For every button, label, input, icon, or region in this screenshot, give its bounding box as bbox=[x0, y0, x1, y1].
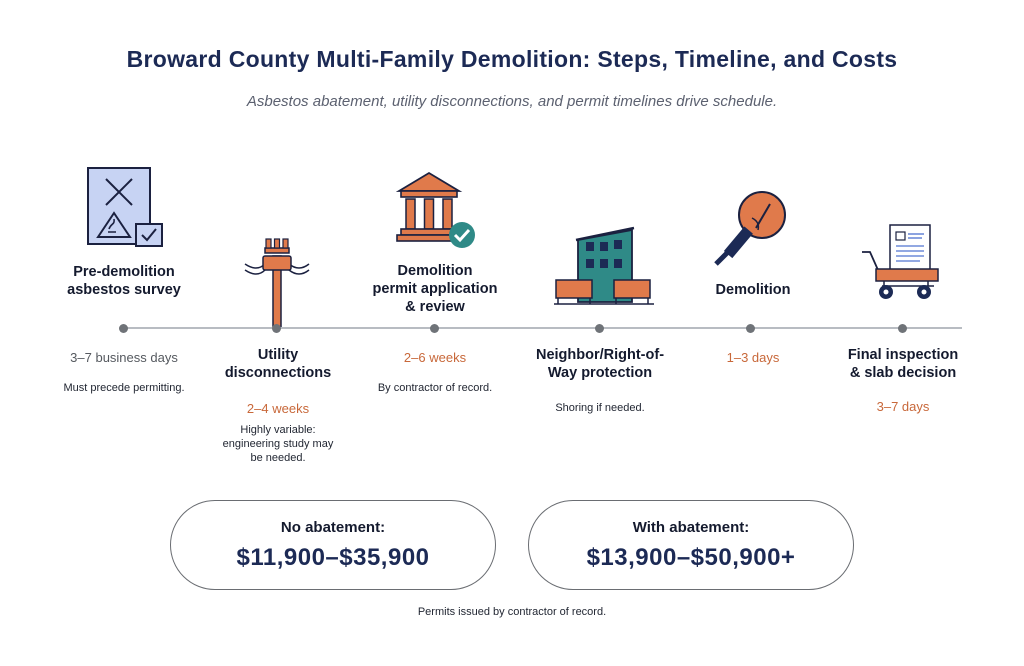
government-building-check-icon bbox=[396, 169, 478, 249]
step-label-final-inspection: Final inspection & slab decision bbox=[847, 347, 959, 381]
step-note-utility-disconnections: Highly variable: engineering study may be needed. bbox=[222, 424, 334, 464]
cost-box-with-abatement bbox=[528, 500, 854, 590]
step-duration-demolition: 1–3 days bbox=[726, 350, 780, 365]
timeline-dot bbox=[898, 324, 907, 333]
timeline-dot bbox=[119, 324, 128, 333]
timeline-dot bbox=[430, 324, 439, 333]
cost-value-with-abatement: $13,900–$50,900+ bbox=[586, 544, 796, 571]
timeline-dot bbox=[746, 324, 755, 333]
timeline-line bbox=[120, 327, 962, 329]
utility-pole-icon bbox=[243, 234, 311, 330]
cost-label-with-abatement: With abatement: bbox=[632, 519, 750, 536]
inspection-cart-icon bbox=[860, 222, 942, 304]
step-label-utility-disconnections: Utility disconnections bbox=[224, 347, 332, 381]
step-duration-asbestos-survey: 3–7 business days bbox=[70, 350, 178, 365]
asbestos-survey-document-icon bbox=[84, 165, 166, 251]
cost-value-no-abatement: $11,900–$35,900 bbox=[236, 544, 430, 571]
step-label-permit-application: Demolition permit application & review bbox=[372, 263, 498, 315]
step-duration-permit-application: 2–6 weeks bbox=[403, 350, 467, 365]
step-label-neighbor-protection: Neighbor/Right-of- Way protection bbox=[535, 347, 665, 381]
step-note-neighbor-protection: Shoring if needed. bbox=[555, 402, 645, 414]
footnote: Permits issued by contractor of record. bbox=[417, 606, 607, 618]
step-note-asbestos-survey: Must precede permitting. bbox=[63, 382, 185, 394]
step-label-asbestos-survey: Pre-demolition asbestos survey bbox=[67, 264, 181, 298]
page-subtitle: Asbestos abatement, utility disconnections, and permit timelines drive schedule. bbox=[246, 93, 778, 110]
timeline-dot bbox=[595, 324, 604, 333]
cost-box-no-abatement bbox=[170, 500, 496, 590]
page-title: Broward County Multi-Family Demolition: Steps, Timeline, and Costs bbox=[126, 46, 898, 72]
cost-label-no-abatement: No abatement: bbox=[280, 519, 386, 536]
building-barrier-icon bbox=[554, 224, 654, 306]
timeline-dot bbox=[272, 324, 281, 333]
step-duration-final-inspection: 3–7 days bbox=[876, 399, 930, 414]
wrecking-ball-icon bbox=[712, 190, 790, 268]
step-label-demolition: Demolition bbox=[715, 282, 791, 298]
step-note-permit-application: By contractor of record. bbox=[377, 382, 493, 394]
step-duration-utility-disconnections: 2–4 weeks bbox=[246, 401, 310, 416]
